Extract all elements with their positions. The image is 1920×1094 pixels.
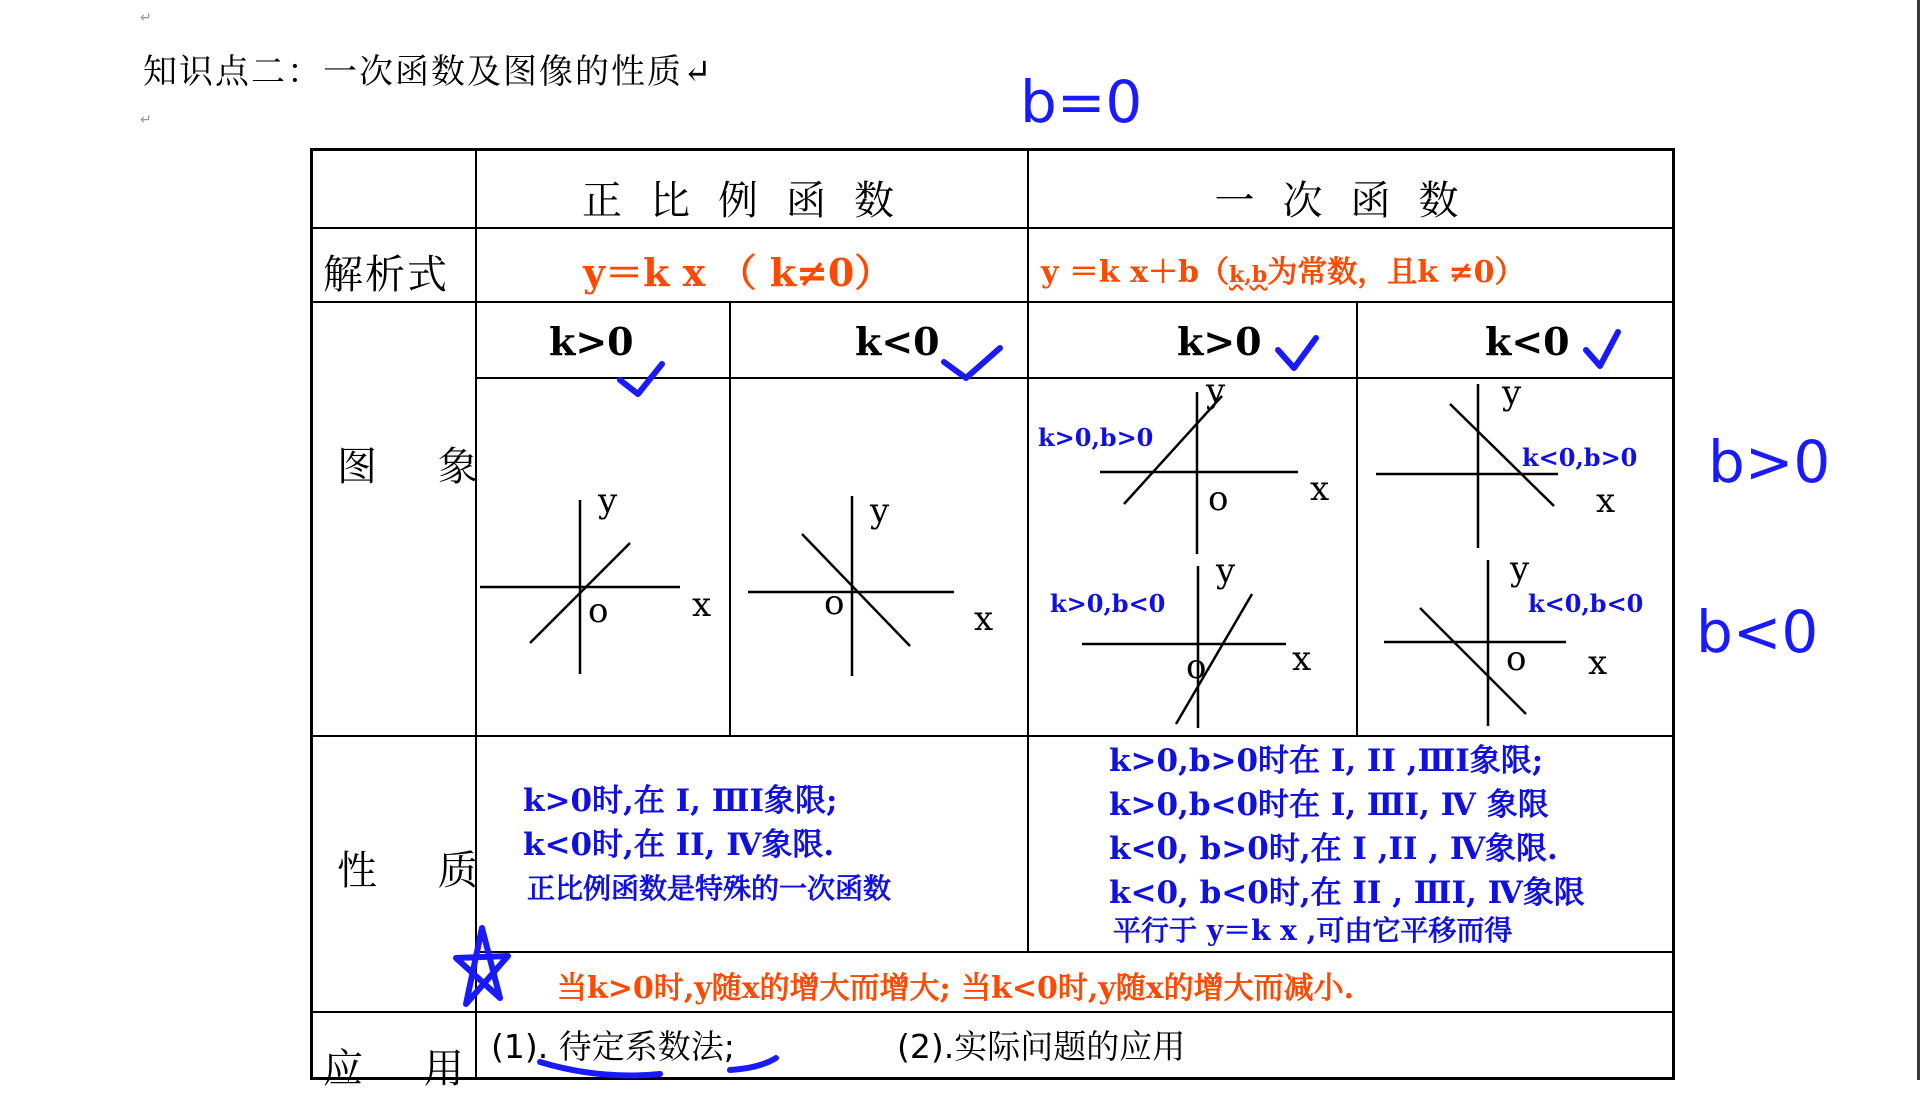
monotonicity-note: 当k>0时,y随x的增大而增大; 当k<0时,y随x的增大而减小. [557,971,1355,1006]
case-annotation: k>0,b<0 [1050,589,1166,618]
checkmark-icon [620,364,662,394]
origin-label: o [588,591,609,631]
property-right-line: k<0, b<0时,在 II , ⅢI, Ⅳ象限 [1109,875,1585,911]
handwritten-b-gt-0: b>0 [1708,428,1831,496]
header-linear-function: 一次函数 [1214,178,1487,224]
handwritten-b-lt-0: b<0 [1696,598,1819,666]
checkmark-icon [1278,338,1316,368]
handwritten-b-eq-0: b=0 [1020,68,1143,136]
y-axis-label: y [1216,551,1236,591]
underline-stroke [540,1058,776,1076]
property-left-line: k>0时,在 Ⅰ, ⅢI象限; [523,783,838,819]
application-item-1: (1). 待定系数法; [491,1027,735,1066]
x-axis-label: x [1596,481,1616,521]
checkmark-icon [944,348,1000,378]
y-axis-label: y [1510,549,1530,589]
property-right-line: k<0, b>0时,在 Ⅰ ,II , Ⅳ象限. [1109,831,1558,867]
y-axis-label: y [1206,371,1226,411]
formula-linear: y ＝k x＋b（k,b为常数，且k ≠0） [1041,255,1525,290]
label-property: 性 质 [337,848,502,894]
paragraph-mark: ↵ [140,112,152,128]
case-k-positive: k>0 [1177,319,1262,364]
origin-label: o [1208,479,1229,519]
property-right-line: k>0,b>0时在 Ⅰ, II ,ⅢI象限; [1109,743,1544,779]
case-annotation: k<0,b<0 [1528,589,1644,618]
section-title: 知识点二：一次函数及图像的性质↵ [143,52,714,92]
x-axis-label: x [974,599,994,639]
y-axis-label: y [598,481,618,521]
origin-label: o [824,583,845,623]
property-left-line: 正比例函数是特殊的一次函数 [527,872,892,905]
label-graph: 图 象 [337,444,502,490]
application-item-2: (2).实际问题的应用 [897,1027,1186,1066]
checkmark-icon [1586,332,1618,366]
property-right-line: 平行于 y＝k x ,可由它平移而得 [1113,914,1513,947]
x-axis-label: x [1588,643,1608,683]
y-axis-label: y [870,491,890,531]
property-right-line: k>0,b<0时在 Ⅰ, ⅢI, Ⅳ 象限 [1109,787,1549,823]
header-direct-proportion: 正比例函数 [582,178,922,224]
case-annotation: k>0,b>0 [1038,423,1154,452]
x-axis-label: x [1310,469,1330,509]
y-axis-label: y [1502,373,1522,413]
case-k-negative: k<0 [855,319,940,364]
case-annotation: k<0,b>0 [1522,443,1638,472]
formula-direct: y＝k x （ k≠0） [583,250,893,295]
property-left-line: k<0时,在 II, Ⅳ象限. [523,827,835,863]
case-k-negative: k<0 [1485,319,1570,364]
x-axis-label: x [1292,639,1312,679]
origin-label: o [1186,647,1207,687]
label-formula: 解析式 [323,252,449,298]
label-application: 应 用 [323,1046,488,1092]
x-axis-label: x [692,585,712,625]
case-k-positive: k>0 [549,319,634,364]
star-icon [456,928,508,1004]
paragraph-mark: ↵ [140,10,152,26]
origin-label: o [1506,639,1527,679]
